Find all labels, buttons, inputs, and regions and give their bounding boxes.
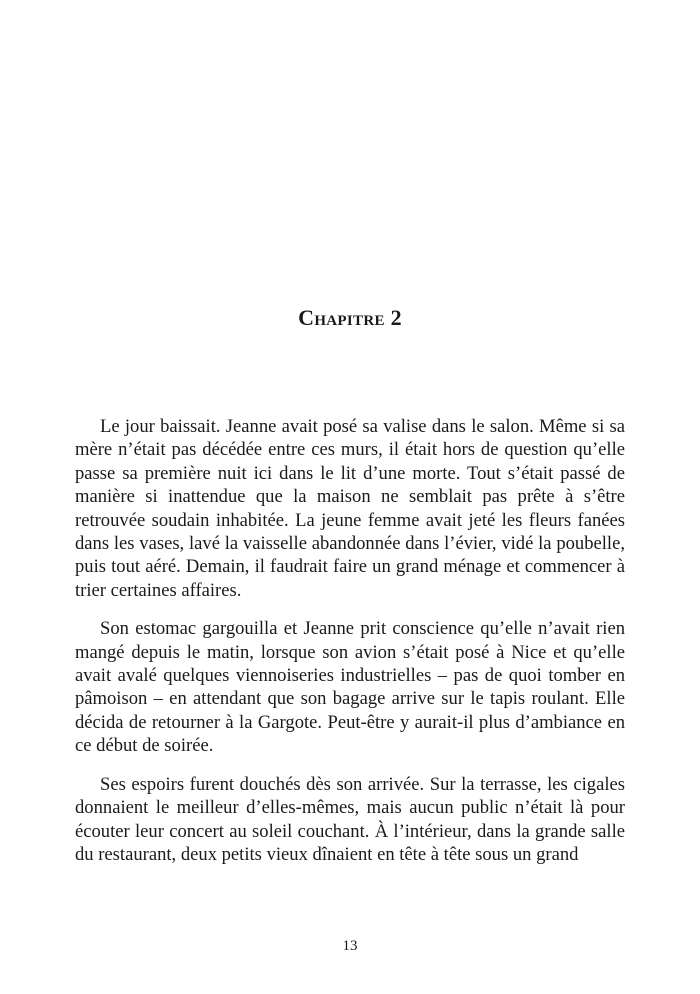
- chapter-title-initial: C: [298, 305, 315, 330]
- chapter-title-rest: hapitre 2: [314, 305, 402, 330]
- page-number: 13: [342, 938, 358, 954]
- paragraph-1: Le jour baissait. Jeanne avait posé sa valise dans le salon. Même si sa mère n’était pas décédée entre ces murs, il était hors de question qu’elle passe sa première nuit ici dans le lit d’une morte. Tout s’était passé de manière si inattendue que la maison ne semblait pas prête à s’être retrouvée soudain inhabitée. La jeune femme avait jeté les fleurs fanées dans les vases, lavé la vaisselle abandonnée dans l’évier, vidé la poubelle, puis tout aéré. Demain, il faudrait faire un grand ménage et commencer à trier certaines affaires.: [75, 416, 625, 601]
- paragraph-2: Son estomac gargouilla et Jeanne prit conscience qu’elle n’avait rien mangé depuis le matin, lorsque son avion s’était posé à Nice et qu’elle avait avalé quelques viennoiseries industrielles – pas de quoi tomber en pâmoison – en attendant que son bagage arrive sur le tapis roulant. Elle décida de retourner à la Gargote. Peut-être y aurait-il plus d’ambiance en ce début de soirée.: [75, 618, 625, 757]
- body-text: [75, 415, 625, 881]
- paragraph-3: Ses espoirs furent douchés dès son arrivée. Sur la terrasse, les cigales donnaient le meilleur d’elles-mêmes, mais aucun public n’était là pour écouter leur concert au soleil couchant. À l’intérieur, dans la grande salle du restaurant, deux petits vieux dînaient en tête à tête sous un grand: [75, 773, 625, 865]
- chapter-title: [0, 305, 700, 331]
